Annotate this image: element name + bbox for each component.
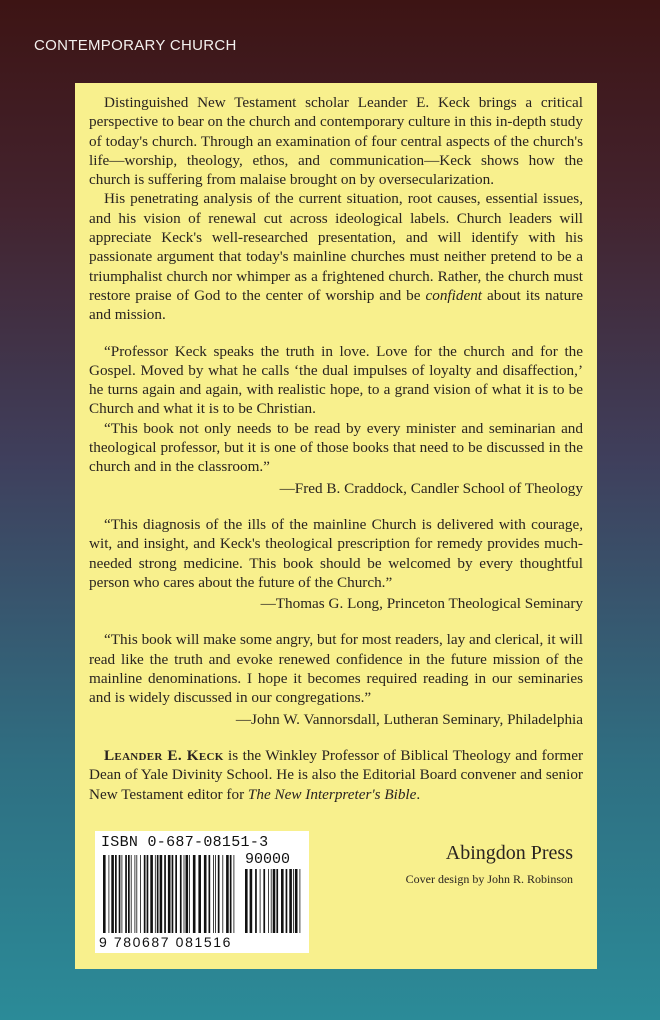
- ean-number: 9 780687 081516: [99, 934, 232, 950]
- barcode-bar: [111, 855, 114, 933]
- barcode-bar: [186, 855, 189, 933]
- author-bio: Leander E. Keck is the Winkley Professor of Biblical Theology and former Dean of Yale Divinity School. He is also the Editorial Board convener and senior New Testament editor for The New Interpreter's Bible.: [89, 746, 583, 803]
- barcode-bar: [204, 855, 207, 933]
- barcode-bar: [268, 869, 269, 933]
- barcode-bar: [175, 855, 177, 933]
- barcode-bar: [128, 855, 130, 933]
- barcode-bar: [293, 869, 294, 933]
- barcode-bar: [222, 855, 223, 933]
- price-code: 90000: [245, 851, 291, 868]
- endorsement-1-attribution: —Fred B. Craddock, Candler School of Theology: [279, 479, 583, 497]
- barcode-bar: [144, 855, 146, 933]
- barcode-bar: [289, 869, 292, 933]
- barcode-bar: [164, 855, 166, 933]
- barcode-bar: [271, 869, 272, 933]
- barcode-bar: [160, 855, 163, 933]
- barcode-bar: [180, 855, 182, 933]
- barcode-bar: [189, 855, 190, 933]
- back-cover-panel: [75, 83, 597, 969]
- endorsement-2-attribution: —Thomas G. Long, Princeton Theological Seminary: [260, 595, 583, 613]
- footer-area: [95, 827, 583, 957]
- barcode-bar: [115, 855, 117, 933]
- endorsement-3-paragraph: “This book will make some angry, but for most readers, lay and clerical, it will read like the truth and evoke renewed confidence in the future mission of the mainline denominations. I hope it becomes required reading in our seminaries and is widely discussed in our congregations.”: [89, 631, 583, 707]
- barcode-bar: [157, 855, 159, 933]
- endorsement-1-paragraph-1: “Professor Keck speaks the truth in love. Love for the church and for the Gospel. Moved by what he calls ‘the dual impulses of loyalty and disaffection,’ he turns again and again, with realistic hope, to a grand vision of what it is to be Church and what it is to be Christian.: [89, 342, 583, 418]
- barcode-bar: [234, 855, 235, 933]
- barcode-bar: [168, 855, 171, 933]
- description-paragraph-2: His penetrating analysis of the current situation, root causes, essential issues, and his vision of renewal cut across ideological labels. Church leaders will appreciate Keck's well-researched presentation, and will identify with his passionate argument that today's mainline churches must neither pretend to be a triumphalist church nor whimper as a frightened church. Rather, the church must restore praise of God to the center of worship and be confident about its nature and mission.: [89, 190, 583, 324]
- endorsement-2-paragraph: “This diagnosis of the ills of the mainline Church is delivered with courage, wit, and insight, and Keck's theological prescription for remedy provides much-needed strong medicine. This book should be welcomed by every thoughtful person who cares about the future of the Church.”: [89, 515, 583, 591]
- barcode-bar: [300, 869, 301, 933]
- barcode-bar: [109, 855, 110, 933]
- barcode-bar: [122, 855, 123, 933]
- barcode-bar: [198, 855, 201, 933]
- barcode-bar: [281, 869, 284, 933]
- barcode-bar: [147, 855, 149, 933]
- barcode-bar: [193, 855, 196, 933]
- barcode-bar: [136, 855, 137, 933]
- barcode-bar: [230, 855, 232, 933]
- barcode-bar: [140, 855, 141, 933]
- barcode-bar: [155, 855, 156, 933]
- barcode-bar: [250, 869, 253, 933]
- barcode-bars: [103, 855, 238, 933]
- barcode: [95, 831, 309, 953]
- category-label: CONTEMPORARY CHURCH: [34, 37, 237, 54]
- barcode-bar: [255, 869, 257, 933]
- endorsement-3-attribution: —John W. Vannorsdall, Lutheran Seminary, Philadelphia: [235, 710, 583, 728]
- barcode-bar: [172, 855, 174, 933]
- book-title: The New Interpreter's Bible: [247, 785, 417, 803]
- isbn-text: ISBN 0-687-08151-3: [101, 834, 269, 851]
- addon-barcode-bars: [245, 869, 301, 933]
- barcode-bar: [218, 855, 220, 933]
- barcode-bar: [103, 855, 106, 933]
- barcode-bar: [119, 855, 121, 933]
- barcode-bar: [215, 855, 216, 933]
- description-paragraph-1: Distinguished New Testament scholar Leander E. Keck brings a critical perspective to bear on the church and contemporary culture in this in-depth study of today's church. Through an examination of four central aspects of the church's life—worship, theology, ethos, and communication—Keck shows how the church is suffering from malaise brought on by oversecularization.: [89, 94, 583, 189]
- barcode-bar: [245, 869, 248, 933]
- barcode-bar: [276, 869, 278, 933]
- barcode-bar: [213, 855, 214, 933]
- author-name: Leander E. Keck: [104, 746, 224, 764]
- emphasis-confident: confident: [425, 286, 483, 304]
- publisher-name: Abingdon Press: [445, 842, 573, 864]
- barcode-bar: [184, 855, 185, 933]
- barcode-bar: [150, 855, 153, 933]
- barcode-bar: [273, 869, 276, 933]
- barcode-bar: [209, 855, 211, 933]
- barcode-bar: [125, 855, 127, 933]
- barcode-bar: [226, 855, 229, 933]
- barcode-bar: [295, 869, 298, 933]
- barcode-bar: [131, 855, 132, 933]
- barcode-bar: [263, 869, 265, 933]
- barcode-bar: [286, 869, 288, 933]
- barcode-bar: [135, 855, 136, 933]
- endorsement-1-paragraph-2: “This book not only needs to be read by every minister and seminarian and theological professor, but it is one of those books that need to be discussed in the church and in the classroom.”: [89, 419, 583, 476]
- cover-design-credit: Cover design by John R. Robinson: [405, 872, 573, 886]
- barcode-bar: [260, 869, 261, 933]
